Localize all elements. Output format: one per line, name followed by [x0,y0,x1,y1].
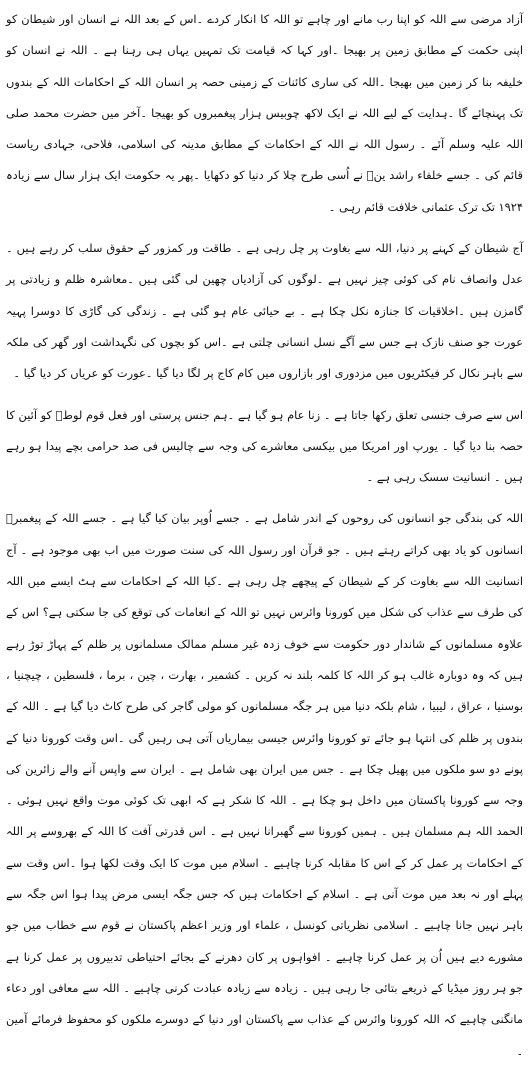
paragraph-moral-decline: اس سے صرف جنسی تعلق رکھا جاتا ہے ۔ زنا عام ہو گیا ہے ۔ہم جنس پرستی اور فعل قوم لوطؑ کو آئین کا حصہ بنا دیا گیا ۔ یورپ اور امریکا میں بیکسی معاشرے کی وجہ سے چالیس فی صد حرامی بچے پیدا ہو رہے ہیں ۔ انسانیت سسک رہی ہے ۔ [6,407,523,485]
paragraph-creation-and-caliphate: آزاد مرضی سے اللہ کو اپنا رب مانے اور چاہے تو اللہ کا انکار کردے ۔اس کے بعد اللہ نے انسان اور شیطان کو اپنی حکمت کے مطابق زمین پر بھیجا ۔اور کہا کہ قیامت تک تمہیں یہاں ہی رہنا ہے ۔ اللہ نے انسان کو خلیفہ بنا کر زمین میں بھیجا ۔اللہ کی ساری کائنات کے زمینی حصہ پر انسان اللہ کے احکامات اللہ کے بندوں تک پہنچائے گا ۔ہدایت کے لیے اللہ نے ایک لاکھ چوبیس ہزار پیغمبروں کو بھیجا ۔آخر میں حضرت محمد صلی اللہ علیہ وسلم آئے ۔ رسول اللہ نے اللہ کے احکامات کے مطابق مدینہ کی اسلامی، فلاحی، جہادی ریاست قائم کی ۔ جسے خلفاء راشد ینؓ نے اُسی طرح چلا کر دنیا کو دکھایا ۔پھر یہ حکومت ایک ہزار سال سے زیادہ ۱۹۲۴ تک ترک عثمانی خلافت قائم رہی ۔ [6,12,523,214]
paragraph-rebellion-and-injustice: آج شیطان کے کہنے پر دنیا، اللہ سے بغاوت پر چل رہی ہے ۔ طاقت ور کمزور کے حقوق سلب کر رہے ہیں ۔عدل وانصاف نام کی کوئی چیز نہیں ہے ۔لوگوں کی آزادیاں چھین لی گئی ہیں ۔معاشرہ ظلم و زیادتی پر گامزن ہیں ۔اخلاقیات کا جنازہ نکل چکا ہے ۔ بے حیائی عام ہو گئی ہے ۔ زندگی کی گاڑی کا دوسرا پہیہ عورت جو صنف نازک ہے جس سے آگے نسل انسانی چلتی ہے ۔اس کو بچوں کی نگہداشت اور گھر کی ملکہ سے باہر نکال کر فیکٹریوں میں مزدوری اور بازاروں میں کام کاج پر لگا دیا گیا ۔عورت کو عریاں کر دیا گیا ۔ [6,241,523,381]
paragraph-corona-and-guidance: اللہ کی بندگی جو انسانوں کی روحوں کے اندر شامل ہے ۔ جسے اُوپر بیان کیا گیا ہے ۔ جسے اللہ کے پیغمبرؑ انسانوں کو یاد بھی کراتے رہتے ہیں ۔ جو قرآن اور رسول اللہ کی سنت صورت میں اب بھی موجود ہے ۔ آج انسانیت اللہ سے بغاوت کر کے شیطان کے پیچھے چل رہی ہے ۔کیا اللہ کے احکامات سے ہٹ ایسے میں اللہ کی طرف سے عذاب کی شکل میں کورونا وائرس نہیں تو اللہ کے انعامات کی توقع کی جا سکتی ہے؟ اس کے علاوہ مسلمانوں کے شاندار دور حکومت سے خوف زدہ غیر مسلم ممالک مسلمانوں پر ظلم کے پہاڑ توڑ رہے ہیں کہ وہ دوبارہ غالب ہو کر اللہ کا کلمہ بلند نہ کریں ۔ کشمیر ، بھارت ، چین ، برما ، فلسطین ، چیچنیا ، بوسنیا ، عراق ، لیبیا ، شام بلکہ دنیا میں ہر جگہ مسلمانوں کو مولی گاجر کی طرح کاٹ دیا گیا ہے ۔ اللہ کے بندوں پر ظلم کی انتہا ہو جائے تو کورونا وائرس جیسی بیماریاں آتی ہی رہیں گی ۔اس وقت کورونا دنیا کے پونے دو سو ملکوں میں پھیل چکا ہے ۔ جس میں ایران بھی شامل ہے ۔ ایران سے واپس آنے والے زائرین کی وجہ سے کورونا پاکستان میں داخل ہو چکا ہے ۔ اللہ کا شکر ہے کہ ابھی تک کوئی موت واقع نہیں ہوئی ۔الحمد اللہ ہم مسلمان ہیں ۔ ہمیں کورونا سے گھبرانا نہیں ہے ۔ اس قدرتی آفت کا اللہ کے بھروسے پر اللہ کے احکامات پر عمل کر کے اس کا مقابلہ کرنا چاہیے ۔ اسلام میں موت کا ایک وقت لکھا ہوا ۔اس وقت سے پہلے اور نہ بعد میں موت آنی ہے ۔ اسلام کے احکامات ہیں کہ جس جگہ ایسی مرض پیدا ہوا اس جگہ سے باہر نہیں جانا چاہیے ۔ اسلامی نظریاتی کونسل ، علماء اور وزیر اعظم پاکستان نے قوم سے خطاب میں جو مشورے دیے ہیں اُن پر عمل کرنا چاہیے ۔ افواہوں پر کان دھرنے کے بجائے احتیاطی تدبیروں پر عمل کرنا ہے جو ہر روز میڈیا کے ذریعے بتائی جا رہی ہیں ۔ زیادہ سے زیادہ عبادت کرنی چاہیے ۔ اللہ سے معافی اور دعاء مانگنی چاہیے کہ اللہ کورونا وائرس کے عذاب سے پاکستان اور دنیا کے دوسرے ملکوں کو محفوظ فرمائے آمین ۔ [6,511,523,1058]
